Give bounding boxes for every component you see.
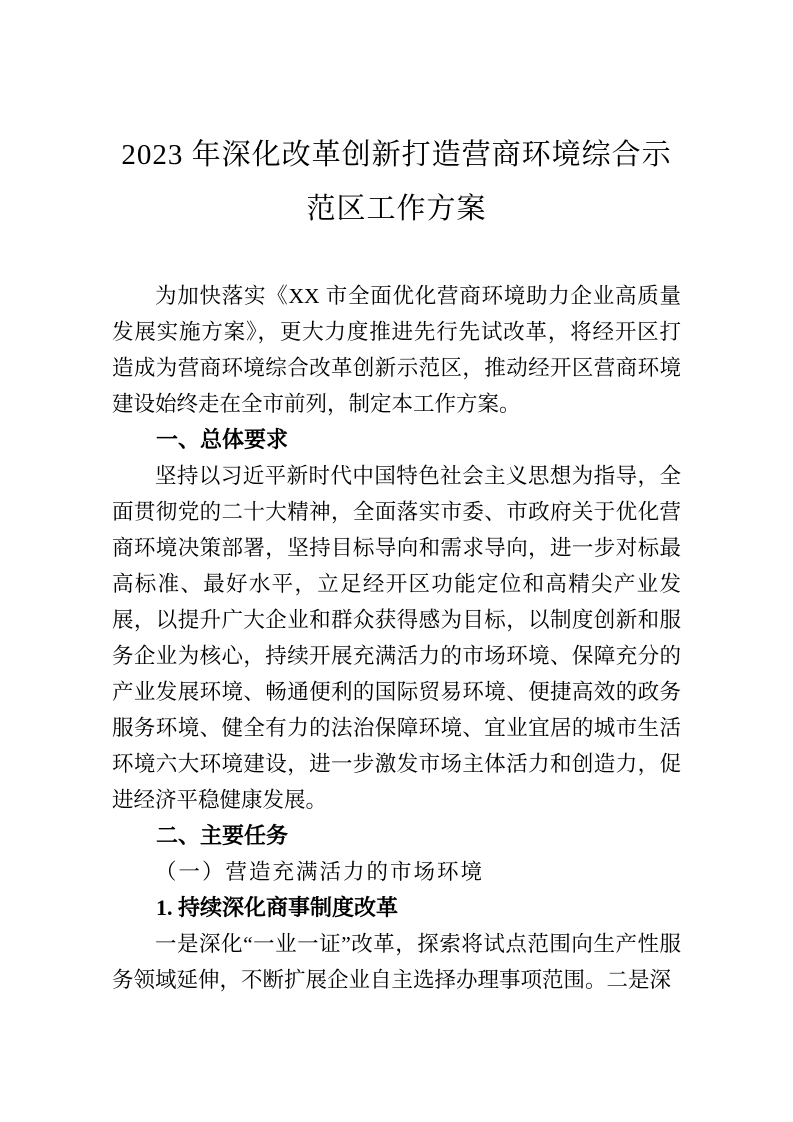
intro-paragraph: 为加快落实《XX 市全面优化营商环境助力企业高质量发展实施方案》，更大力度推进先行先试改革，将经开区打造成为营商环境综合改革创新示范区，推动经开区营商环境建设始终走在全市前列，制定本工作方案。 — [112, 284, 681, 416]
section-1-paragraph: 坚持以习近平新时代中国特色社会主义思想为指导，全面贯彻党的二十大精神，全面落实市委、市政府关于优化营商环境决策部署，坚持目标导向和需求导向，进一步对标最高标准、最好水平，立足经开区功能定位和高精尖产业发展，以提升广大企业和群众获得感为目标，以制度创新和服务企业为核心，持续开展充满活力的市场环境、保障充分的产业发展环境、畅通便利的国际贸易环境、便捷高效的政务服务环境、健全有力的法治保障环境、宜业宜居的城市生活环境六大环境建设，进一步激发市场主体活力和创造力，促进经济平稳健康发展。 — [112, 464, 681, 812]
document-title-line-1: 2023 年深化改革创新打造营商环境综合示 — [121, 139, 672, 171]
section-1-heading: 一、总体要求 — [156, 427, 289, 452]
section-2-heading: 二、主要任务 — [156, 823, 289, 848]
document-title — [112, 128, 681, 236]
item-1-heading: 1. 持续深化商事制度改革 — [156, 895, 399, 920]
subsection-1-heading: （一）营造充满活力的市场环境 — [155, 860, 485, 884]
item-1-paragraph: 一是深化“一业一证”改革，探索将试点范围向生产性服务领域延伸，不断扩展企业自主选择办理事项范围。二是深 — [112, 932, 681, 992]
document-title-line-2: 范区工作方案 — [306, 193, 487, 225]
